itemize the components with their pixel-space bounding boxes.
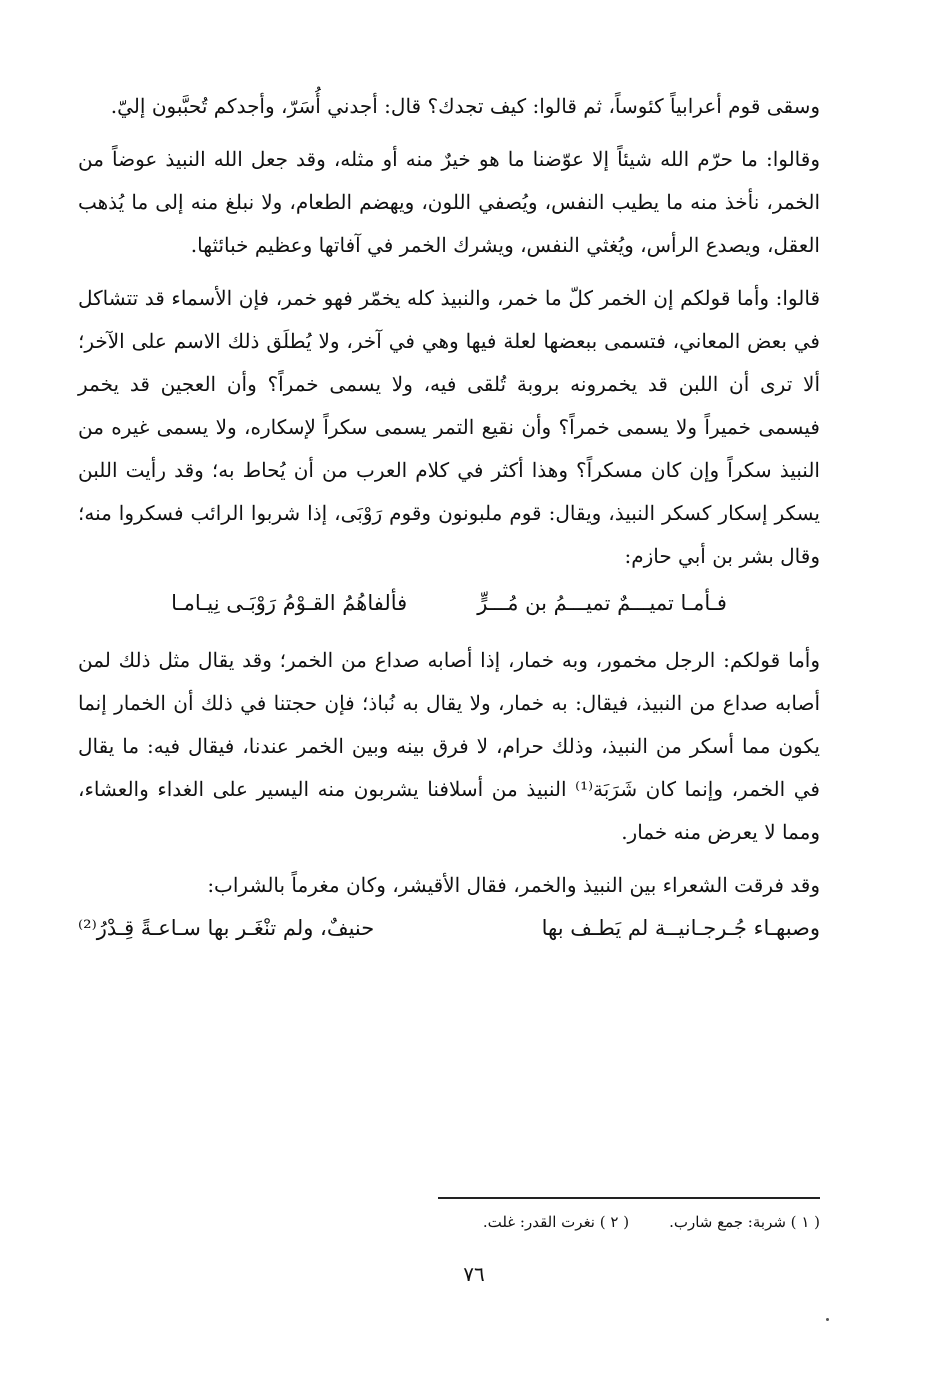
verse-line-1 — [78, 582, 820, 625]
footnotes — [78, 1210, 820, 1234]
paragraph-5: وقد فرقت الشعراء بين النبيذ والخمر، فقال الأقيشر، وكان مغرماً بالشراب: — [207, 873, 820, 897]
page-body — [78, 85, 820, 950]
paragraph-3: قالوا: وأما قولكم إن الخمر كلّ ما خمر، والنبيذ كله يخمّر فهو خمر، فإن الأسماء قد تتشاكل في بعض المعاني، فتسمى ببعضها لعلة فيها وهي في آخر، ولا يُطلَق ذلك الاسم على الآخر؛ ألا ترى أن اللبن قد يخمرونه بروبة تُلقى فيه، ولا يسمى خمراً؟ وأن العجين قد يخمر فيسمى خميراً ولا يسمى خمراً؟ وأن نقيع التمر يسمى سكراً لإسكاره، ولا يسمى غيره من النبيذ سكراً وإن كان مسكراً؟ وهذا أكثر في كلام العرب من أن يُحاط به؛ وقد رأيت اللبن يسكر إسكار كسكر النبيذ، ويقال: قوم ملبونون وقوم رَوْبَى، إذا شربوا الرائب فسكروا منه؛ وقال بشر بن أبي حازم: — [78, 286, 820, 568]
page-number: ٧٦ — [463, 1262, 485, 1286]
paragraph-2: وقالوا: ما حرّم الله شيئاً إلا عوّضنا ما هو خيرٌ منه أو مثله، وقد جعل الله النبيذ عوضاً من الخمر، نأخذ منه ما يطيب النفس، ويُصفي اللون، ويهضم الطعام، ولا نبلغ منه إلى ما يُذهب العقل، ويصدع الرأس، ويُغثي النفس، ويشرك الخمر في آفاتها وعظيم خبائثها. — [78, 147, 820, 257]
verse-2-first-hemistich: وصبهـاء جُـرجـانيــة لم يَطـف بها — [541, 916, 820, 940]
paragraph-4: وأما قولكم: الرجل مخمور، وبه خمار، إذا أصابه صداع من الخمر؛ وقد يقال مثل ذلك لمن أصابه صداع من النبيذ، فيقال: به خمار، ولا يقال به نُباذ؛ فإن حجتنا في ذلك أن الخمار إنما يكون مما أسكر من النبيذ، وذلك حرام، لا فرق بينه وبين الخمر عندنا، فيقال فيه: ما يقال في الخمر، وإنما كان شَرَبَة⁽¹⁾ النبيذ من أسلافنا يشربون منه اليسير على الغداء والعشاء، ومما لا يعرض منه خمار. — [78, 648, 820, 844]
footnote-2: ( ٢ ) نغرت القدر: غلت. — [482, 1213, 630, 1231]
paragraph-1: وسقى قوم أعرابياً كئوساً، ثم قالوا: كيف تجدك؟ قال: أجدني أُسَرّ، وأجدكم تُحبَّبون إليّ. — [110, 94, 820, 118]
verse-line-2 — [78, 907, 820, 950]
footnote-1: ( ١ ) شربة: جمع شارب. — [669, 1213, 820, 1231]
footnote-divider — [438, 1197, 820, 1199]
scan-speck — [826, 1318, 829, 1321]
verse-1-second-hemistich: فألفاهُمُ القـوْمُ رَوْبَـى نِيـامـا — [171, 591, 408, 615]
verse-2-second-hemistich: حنيفٌ، ولم تنْغَـر بها سـاعـةً قِـدْرُ⁽²⁾ — [78, 916, 375, 940]
verse-1-first-hemistich: فـأمـا تميـــمٌ تميـــمُ بن مُـــرٍّ — [477, 591, 727, 615]
